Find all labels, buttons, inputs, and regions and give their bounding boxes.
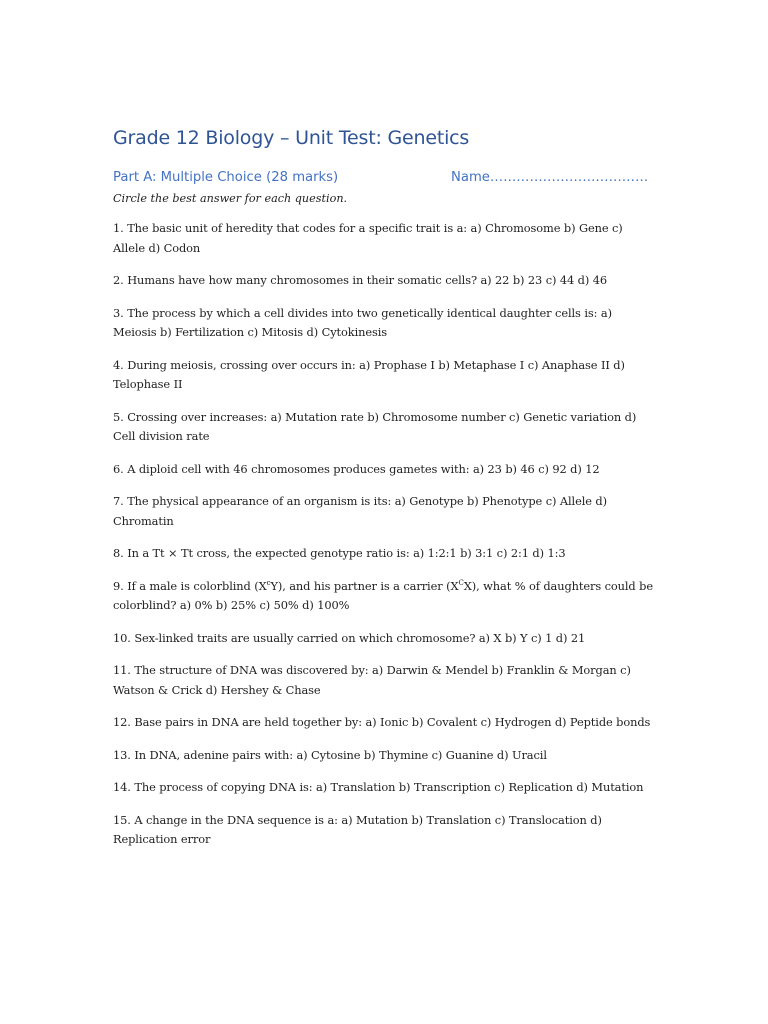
question-13: 13. In DNA, adenine pairs with: a) Cytosine b) Thymine c) Guanine d) Uracil <box>113 747 547 762</box>
question-14: 14. The process of copying DNA is: a) Translation b) Transcription c) Replication d) Mutation <box>113 780 644 794</box>
part-a-header <box>113 169 658 187</box>
page-title: Grade 12 Biology – Unit Test: Genetics <box>113 127 470 149</box>
question-9-text-3: X), what % of daughters could be colorblind? a) 0% b) 25% c) 50% d) 100% <box>113 578 653 612</box>
question-9-text-2: Y), and his partner is a carrier (X <box>270 578 459 593</box>
question-12: 12. Base pairs in DNA are held together by: a) Ionic b) Covalent c) Hydrogen d) Peptide bonds <box>113 715 651 729</box>
question-6: 6. A diploid cell with 46 chromosomes produces gametes with: a) 23 b) 46 c) 92 d) 12 <box>113 461 600 476</box>
question-7: 7. The physical appearance of an organism is its: a) Genotype b) Phenotype c) Allele d) Chromatin <box>113 494 607 528</box>
question-4: 4. During meiosis, crossing over occurs in: a) Prophase I b) Metaphase I c) Anaphase II d) Telophase II <box>113 357 625 391</box>
question-5: 5. Crossing over increases: a) Mutation rate b) Chromosome number c) Genetic variation d) Cell division rate <box>113 409 637 443</box>
instruction-text: Circle the best answer for each question. <box>113 192 348 205</box>
part-heading: Part A: Multiple Choice (28 marks) <box>113 170 339 185</box>
test-page <box>113 124 658 863</box>
colorblind-allele-superscript: c <box>266 578 271 587</box>
normal-allele-superscript: C <box>458 578 464 587</box>
question-3: 3. The process by which a cell divides into two genetically identical daughter cells is: a) Meiosis b) Fertilization c) Mitosis d) Cytokinesis <box>113 305 612 339</box>
question-11: 11. The structure of DNA was discovered by: a) Darwin & Mendel b) Franklin & Morgan c) Watson & Crick d) Hershey & Chase <box>113 663 631 697</box>
question-9-text-1: 9. If a male is colorblind (X <box>113 578 267 593</box>
question-2: 2. Humans have how many chromosomes in their somatic cells? a) 22 b) 23 c) 44 d) 46 <box>113 273 608 287</box>
question-1: 1. The basic unit of heredity that codes for a specific trait is a: a) Chromosome b) Gene c) Allele d) Codon <box>113 221 623 255</box>
question-9 <box>113 577 658 616</box>
question-15: 15. A change in the DNA sequence is a: a) Mutation b) Translation c) Translocation d) Replication error <box>113 812 602 846</box>
question-list <box>113 219 658 850</box>
name-field: Name……………………………… <box>451 170 649 185</box>
question-10: 10. Sex-linked traits are usually carried on which chromosome? a) X b) Y c) 1 d) 21 <box>113 630 586 645</box>
question-8: 8. In a Tt × Tt cross, the expected genotype ratio is: a) 1:2:1 b) 3:1 c) 2:1 d) 1:3 <box>113 546 566 560</box>
